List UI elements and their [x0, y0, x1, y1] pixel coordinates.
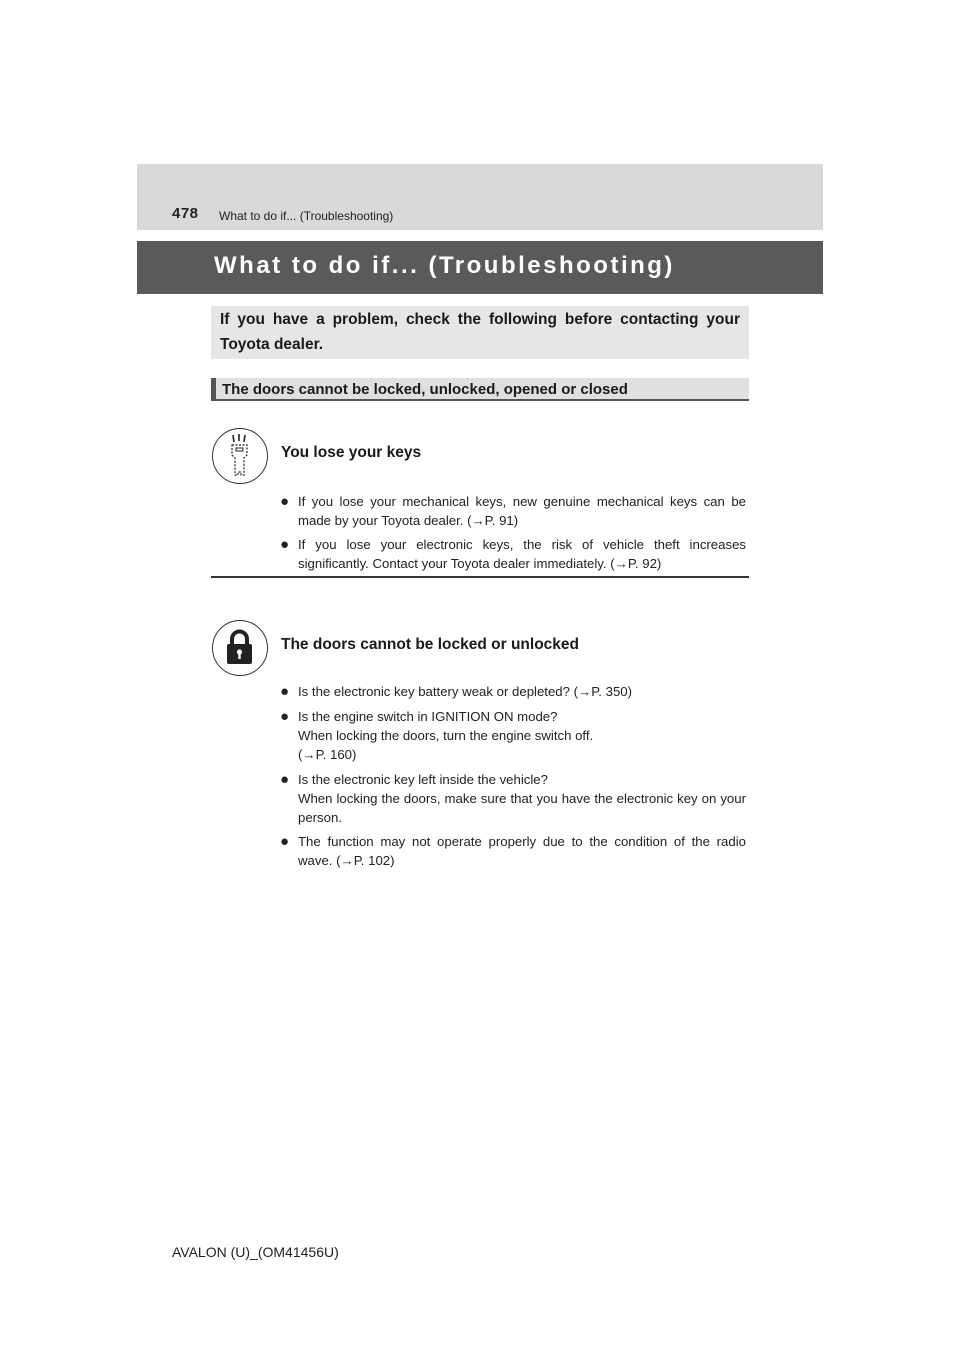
page-number: 478: [172, 205, 199, 222]
list-item: ● Is the electronic key battery weak or depleted? (→P. 350): [280, 683, 633, 700]
bullet-icon: ●: [280, 771, 290, 788]
list-item: ● If you lose your mechanical keys, new genuine mechanical keys can be made by your Toyota dealer. (→P. 91): [280, 493, 746, 528]
bullet-icon: ●: [280, 833, 290, 850]
list-item: ● If you lose your electronic keys, the risk of vehicle theft increases significantly. Contact your Toyota dealer immediately. (→P. 92): [280, 536, 746, 571]
sub-heading-lost-keys: You lose your keys: [281, 444, 422, 461]
list-item: ● Is the engine switch in IGNITION ON mode? When locking the doors, turn the engine switch off. (→P. 160): [280, 708, 594, 762]
divider: [211, 576, 749, 578]
list-item: ● The function may not operate properly due to the condition of the radio wave. (→P. 102): [280, 833, 746, 868]
section-heading: The doors cannot be locked, unlocked, opened or closed: [222, 381, 628, 398]
intro-text: If you have a problem, check the following before contacting your Toyota dealer.: [220, 311, 740, 353]
bullet-icon: ●: [280, 683, 290, 700]
footer-model-code: AVALON (U)_(OM41456U): [172, 1244, 339, 1260]
key-icon: [212, 428, 268, 484]
sub-heading-locking: The doors cannot be locked or unlocked: [281, 636, 579, 653]
bullet-icon: ●: [280, 708, 290, 725]
bullet-icon: ●: [280, 493, 290, 510]
list-item: ● Is the electronic key left inside the vehicle? When locking the doors, make sure that you have the electronic key on your person.: [280, 771, 746, 825]
page-title: What to do if... (Troubleshooting): [214, 252, 675, 279]
running-head: What to do if... (Troubleshooting): [219, 209, 394, 223]
bullet-icon: ●: [280, 536, 290, 553]
lock-icon: [212, 620, 268, 676]
